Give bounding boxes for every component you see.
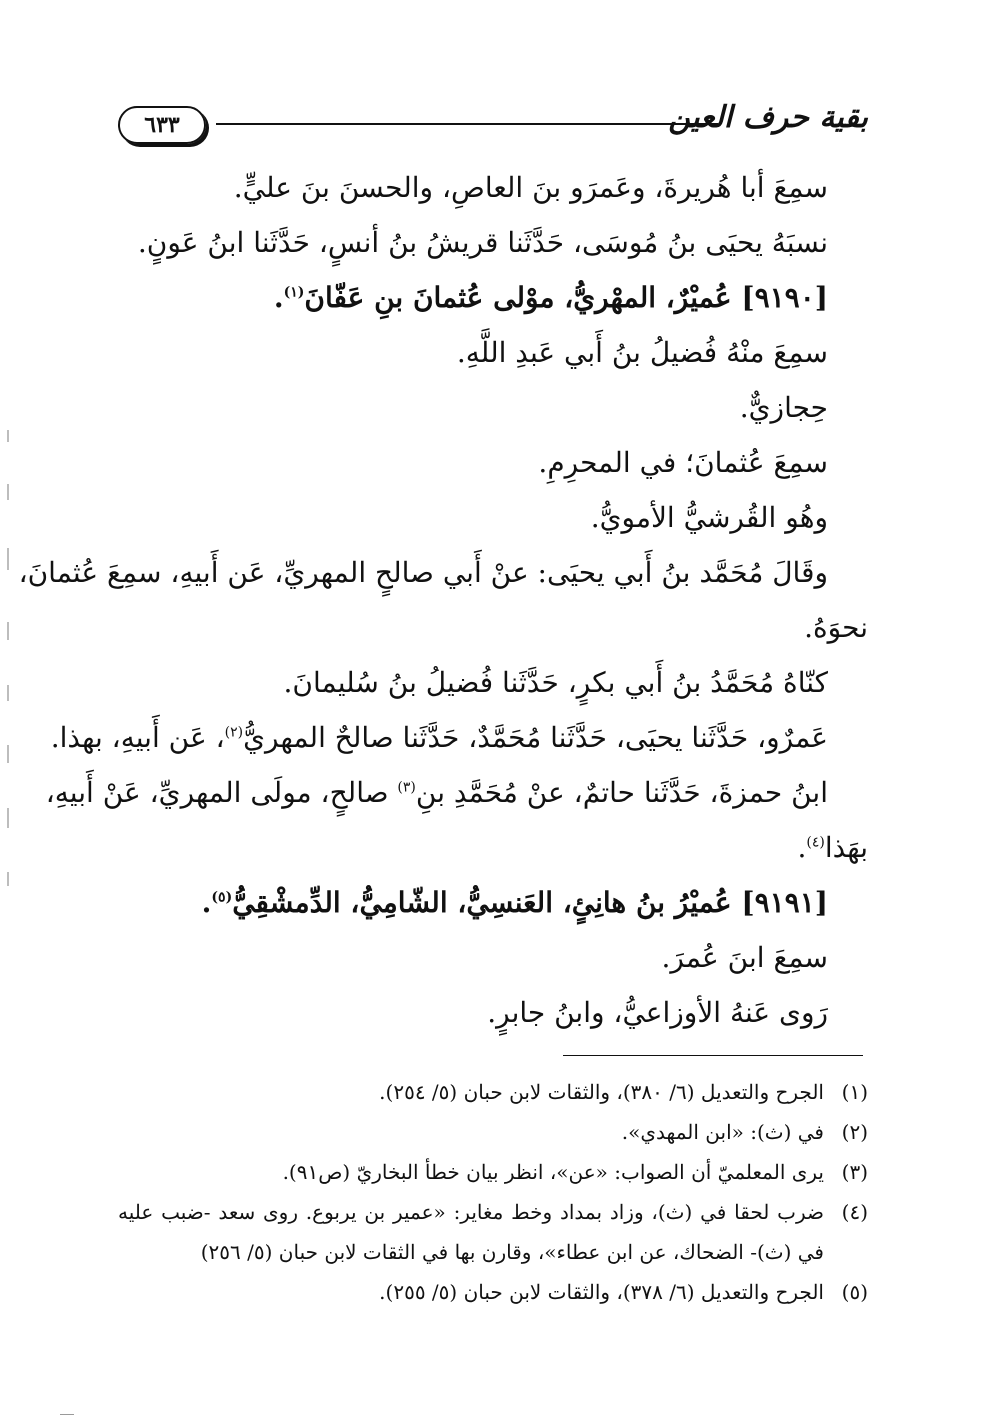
scan-margin-mark [7, 622, 9, 640]
footnotes [118, 1072, 868, 1312]
text-line: حِجازيٌّ. [739, 391, 828, 424]
footnote-ref: (٥) [211, 889, 233, 906]
footnote-text: يرى المعلميّ أن الصواب: «عن»، انظر بيان خطأ البخاريّ (ص٩١). [282, 1160, 824, 1184]
text-line: سمِعَ أبا هُريرةَ، وعَمرَو بنَ العاصِ، والحسنَ بنَ عليٍّ. [233, 171, 828, 204]
footnote-number: (٣) [841, 1160, 868, 1184]
page-number-badge: ٦٣٣ [118, 106, 206, 144]
text-line: نسبَهُ يحيَى بنُ مُوسَى، حَدَّثَنا قريشُ بنُ أنسٍ، حَدَّثَنا ابنُ عَونٍ. [137, 226, 828, 259]
text-line: رَوى عَنهُ الأوزاعيُّ، وابنُ جابرٍ. [487, 996, 828, 1029]
running-title: بقية حرف العين [668, 100, 868, 135]
scan-bottom-mark [60, 1414, 74, 1415]
footnote-item [118, 1072, 868, 1112]
footnote-number: (٢) [841, 1120, 868, 1144]
punctuation: . [273, 281, 284, 314]
scan-margin-mark [7, 685, 9, 701]
page-header [118, 96, 868, 156]
footnote-number: (٤) [841, 1200, 868, 1224]
text-line: سمِعَ منْهُ فُضيلُ بنُ أَبي عَبدِ اللَّهِ. [456, 336, 828, 369]
text-line: كنّاهُ مُحَمَّدُ بنُ أَبي بكرٍ، حَدَّثَنا فُضيلُ بنُ سُليمانَ. [283, 666, 828, 699]
scan-margin-mark [7, 808, 9, 828]
scan-margin-mark [7, 872, 9, 886]
text-segment: ابنُ حمزةَ، حَدَّثَنا حاتمٌ، عنْ مُحَمَّدِ بنِ [415, 776, 828, 809]
footnote-item [118, 1112, 868, 1152]
entry-heading-text: [٩١٩٠] عُميْرٌ، المهْريُّ، موْلى عُثمانَ بنِ عَفّانَ [304, 281, 828, 314]
text-line [45, 765, 868, 820]
text-line [118, 820, 868, 875]
text-line: وهُو القُرشيُّ الأمويُّ. [590, 501, 828, 534]
punctuation: . [201, 886, 212, 919]
text-segment: عَمرٌو، حَدَّثَنا يحيَى، حَدَّثَنا مُحَمَّدٌ، حَدَّثَنا صالحٌ المهريُّ [243, 721, 828, 754]
footnote-text: الجرح والتعديل (٦/ ٣٧٨)، والثقات لابن حبان (٥/ ٢٥٥). [379, 1280, 824, 1304]
scan-margin-mark [7, 548, 9, 570]
footnote-number: (١) [841, 1080, 868, 1104]
footnote-text: في (ث): «ابن المهدي». [621, 1120, 824, 1144]
footnote-item [118, 1192, 868, 1272]
scan-margin-mark [7, 484, 9, 500]
header-rule [216, 123, 718, 125]
footnote-ref: (٢) [224, 724, 244, 741]
footnote-ref: (٤) [806, 834, 825, 851]
entry-heading-text: [٩١٩١] عُميْرُ بنُ هانِئٍ، العَنسِيُّ، الشّامِيُّ، الدِّمشْقِيُّ [232, 886, 828, 919]
punctuation: . [797, 831, 807, 864]
footnote-text: في (ث)- الضحاك، عن ابن عطاء»، وقارن بها في الثقات لابن حبان (٥/ ٢٥٦) [200, 1240, 824, 1264]
footnote-text: الجرح والتعديل (٦/ ٣٨٠)، والثقات لابن حبان (٥/ ٢٥٤). [379, 1080, 824, 1104]
text-line: سمِعَ ابنَ عُمرَ. [661, 941, 828, 974]
text-line: وقَالَ مُحَمَّد بنُ أَبي يحيَى: عنْ أَبي صالحٍ المهريِّ، عَن أَبيهِ، سمِعَ عُثمانَ، [18, 556, 828, 589]
footnote-item [118, 1272, 868, 1312]
footnote-text: ضرب لحقا في (ث)، وزاد بمداد وخط مغاير: «عمير بن يربوع. روى سعد -ضبب عليه [118, 1200, 824, 1224]
text-segment: ، عَن أَبيهِ، بهذا. [50, 721, 225, 754]
main-text [18, 160, 868, 1040]
text-segment: صالحٍ، مولَى المهريِّ، عَنْ أَبيهِ، [45, 776, 398, 809]
scan-margin-mark [7, 430, 9, 442]
footnote-separator [563, 1055, 863, 1056]
text-line: سمِعَ عُثمانَ؛ في المحرِمِ. [538, 446, 828, 479]
text-line [50, 710, 868, 765]
footnote-item [118, 1152, 868, 1192]
entry-heading-9191 [118, 875, 868, 930]
text-segment: بهَذا [824, 831, 868, 864]
footnote-ref: (٣) [397, 779, 416, 796]
entry-heading-9190 [118, 270, 868, 325]
scan-margin-mark [7, 745, 9, 763]
footnote-ref: (١) [283, 284, 305, 301]
footnote-number: (٥) [841, 1280, 868, 1304]
text-line: نحوَهُ. [804, 611, 868, 644]
